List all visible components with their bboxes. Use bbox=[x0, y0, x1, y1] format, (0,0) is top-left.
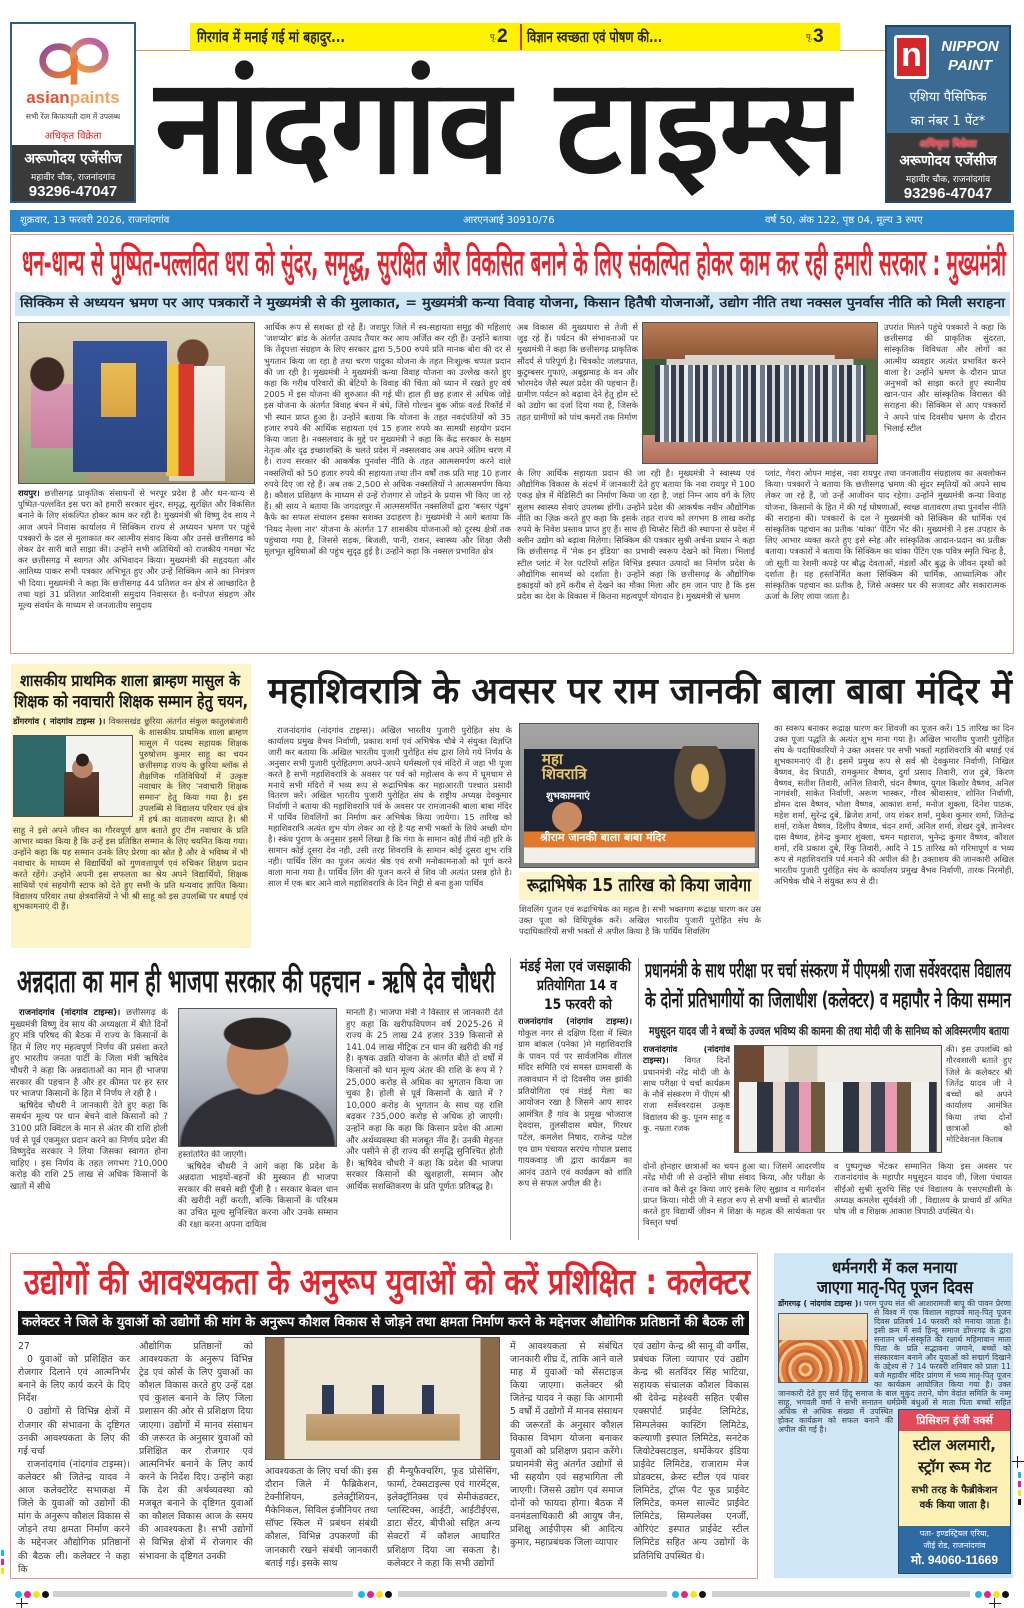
ad-contact-panel bbox=[899, 1526, 1010, 1573]
ad-tagline: एशिया पैसिफिक bbox=[909, 90, 987, 105]
ad-dealer-name: अरूणोदय एजेंसीज bbox=[24, 151, 122, 167]
teaser-page-ref-2[interactable] bbox=[806, 23, 824, 51]
headline-text: शासकीय प्राथमिक शाला ब्राम्हण मासुल के bbox=[20, 671, 240, 690]
edition-info: वर्ष 50, अंक 122, पृष्ठ 04, मूल्य 3 रुपए bbox=[765, 215, 923, 226]
annadata-portrait-photo bbox=[178, 1008, 337, 1147]
teaser-link-1[interactable] bbox=[197, 23, 345, 51]
byline: राजनांदगांव (नांदगांव टाइम्स)। bbox=[643, 1044, 730, 1066]
pariksha-headline-line-2[interactable] bbox=[645, 985, 1011, 1015]
byline: राजनांदगांव (नांदगांव टाइम्स)। bbox=[27, 1458, 130, 1470]
teaser-text: गिरगांव में मनाई गई मां बहादुर... bbox=[197, 28, 345, 46]
poster-greeting: शुभकामनाएं bbox=[546, 791, 590, 802]
ad-dealer-address: महावीर चौक, राजनांदगांव bbox=[30, 173, 116, 183]
headline-text: प्रधानमंत्री के साथ परीक्षा पर चर्चा संस्करण में पीएमश्री राजा सर्वेश्वरदास विद्यालय bbox=[645, 958, 1011, 982]
print-color-bar bbox=[53, 1591, 353, 1597]
poster-title bbox=[542, 752, 587, 782]
shivratri-headline[interactable] bbox=[268, 672, 1012, 712]
headline-text: महाशिवरात्रि के अवसर पर राम जानकी बाला बाबा मंदिर में bbox=[268, 671, 1012, 712]
headline-text: धर्मनगरी में कल मनाया bbox=[832, 1258, 957, 1277]
article-paragraph: आर्थिक रूप से सशक्त हो रहे हैं। जशपुर जिले में स्व-सहायता समूह की महिलाएं 'जशप्योर' ब्रांड के अंतर्गत उत्पाद तैयार कर आय अर्जित कर रही हैं। उन्होंने बताया कि तेंदूपत्ता संग्रहण के लिए सरकार द्वारा 5,500 रुपये प्रति मानक बोरा की दर से भुगतान किया जा रहा है तथा चरण पादुका योजना के तहत निःशुल्क चप्पल प्रदान की जा रही है। मुख्यमंत्री ने मुख्यमंत्री कन्या विवाह योजना का उल्लेख करते हुए कहा कि गरीब परिवारों की बेटियों के विवाह की चिंता को ध्यान में रखते हुए वर्ष 2005 में इस योजना की शुरुआत की गई थी। हाल ही छह हजार से अधिक जोड़े इस योजना के अंतर्गत विवाह बंधन में बंधे, जिसे गोल्डन बुक ऑफ़ वर्ल्ड रिकॉर्ड में भी स्थान प्राप्त हुआ है। उन्होंने बताया कि योजना के तहत नवदंपतियों को 35 हजार रुपये की आर्थिक सहायता एवं 15 हजार रुपये का सामग्री सहयोग प्रदान किया जाता है। नक्सलवाद के मुद्दे पर मुख्यमंत्री ने कहा कि केंद्र सरकार के सक्षम नेतृत्व और दृढ़ इच्छाशक्ति के चलते प्रदेश में नक्सलवाद अब अपने अंतिम चरण में है। राज्य सरकार की आकर्षक पुनर्वास नीति के तहत आत्मसमर्पण करने वाले नक्सलियों को 50 हजार रुपये की सहायता तथा तीन वर्षों तक प्रति माह 10 हजार रुपये दिए जा रहे हैं। अब तक 2,500 से अधिक नक्सलियों ने आत्मसमर्पण किया है। कौशल प्रशिक्षण के माध्यम से उन्हें रोजगार से जोड़ने के प्रयास भी किए जा रहे हैं। श्री साय ने बताया कि जगदलपुर में आत्मसमर्पित नक्सलियों द्वारा 'बस्तर पंडुम' कैफे का सफल संचालन इसका सशक्त उदाहरण है। मुख्यमंत्री ने आगे बताया कि 'नियद नेल्ला नार' योजना के अंतर्गत 17 शासकीय योजनाओं को दूरस्थ क्षेत्रों तक पहुंचाया गया है, जिससे सड़क, बिजली, पानी, राशन, स्वास्थ्य और शिक्षा जैसी मूलभूत सुविधाओं की पहुंच सुदृढ़ हुई है। उन्होंने कहा कि नक्सल प्रभावित क्षेत्र bbox=[264, 322, 511, 557]
collector-column-6 bbox=[633, 1340, 749, 1574]
ad-tagline: सभी रेंज किफायती दाम में उपलब्ध bbox=[25, 112, 121, 121]
ad-offer-line: सभी तरह के फैब्रीकेशन bbox=[911, 1485, 998, 1496]
crop-mark-icon bbox=[16, 1598, 28, 1608]
poster-portrait bbox=[552, 802, 582, 832]
lead-column-6 bbox=[765, 468, 1006, 650]
headline-text: उद्योगों की आवश्यकता के अनुरूप युवाओं को करें प्रशिक्षित : कलेक्टर bbox=[24, 1262, 750, 1303]
collector-column-3 bbox=[265, 1465, 378, 1574]
subheadline-text: कलेक्टर ने जिले के युवाओं को उद्योगों की मांग के अनुरूप कौशल विकास से जोड़ने तथा क्षमता निर्माण करने के मद्देनजर औद्योगिक प्रतिष्ठानों की बैठक ली bbox=[22, 1315, 744, 1330]
teaser-text: विज्ञान स्वच्छता एवं पोषण की... bbox=[527, 28, 662, 46]
pariksha-column-3 bbox=[643, 1161, 825, 1241]
paragraph-text: छत्तीसगढ़ के मुख्यमंत्री विष्णु देव साय की अध्यक्षता में बीते दिनों हुए मंत्रि परिषद की बैठक में राज्य के किसानों के हित में लिए गए महत्वपूर्ण निर्णय की प्रसंशा करते हुए भारतीय जनता पार्टी के जिला मंत्री ऋषिदेव चौधरी ने कहा कि अन्नदाताओं का मान ही भाजपा सरकार की पहचान है और हर कीमत पर हर स्तर पर भाजपा किसानों के हित में निर्णय ले रही है । bbox=[10, 1008, 168, 1100]
highlight-point: 0 युवाओं को प्रशिक्षित कर रोजगार दिलाने एवं आत्मनिर्भर बनाने के लिए कार्य करने के दिए निर्देश bbox=[18, 1354, 130, 1405]
shivratri-poster-photo bbox=[519, 723, 759, 868]
teacher-headline-line-1[interactable] bbox=[20, 670, 240, 691]
paragraph-text: कलेक्टर श्री जितेन्द्र यादव ने आज कलेक्टोरेट सभाकक्ष में जिले के युवाओं को उद्योगों की मांग के अनुरूप कौशल विकास से जोड़ने तथा क्षमता निर्माण करने के मद्देनजर औद्योगिक प्रतिष्ठानों की बैठक ली। कलेक्टर ने कहा कि bbox=[18, 1471, 130, 1574]
annadata-column-1 bbox=[10, 1008, 168, 1240]
rni-number: आरएनआई 30910/76 bbox=[463, 215, 555, 226]
headline-text: के दोनों प्रतिभागीयों का जिलाधीश (कलेक्टर) व महापौर ने किया सम्मान bbox=[645, 988, 1011, 1012]
article-paragraph bbox=[518, 1016, 632, 1190]
article-paragraph: का स्वरूप बनाकर रूद्राक्ष धारण कर शिवजी का पूजन करें। 15 तारिख का दिन उक्त पूजा पद्धति के अत्यंत शुभ माना गया है। अखिल भारतीय पुजारी पुरोहित संघ के पदाधिकारियों ने उक्त अवसर पर सभी भक्तों महाशिवरात्रि की बधाई एवं शुभकामनाएं दी है। इसमें प्रमुख रूप से सर्व श्री देवकुमार निर्वाणी, निखिल वैष्णव, वेद त्रिपाठी, रामकुमार वैष्णव, दुर्गा प्रसाद तिवारी, राज दुबे, किरण वैष्णव, सतीश तिवारी, अनिल तिवारी, चंदन वैष्णव, युगल किशोर वैष्णव, अनिल नागवंशी, साकेत निर्वाणी, अरूण भास्कर, गौरव श्रीवास्तव, शोनित निर्वाणी, डोमन दास वैष्णव, भोला वैष्णव, आकाश शर्मा, मनोज शुक्ला, दिनेश पाठक, महेश शर्मा, सुरेन्द्र दुबे, ब्रिजेश शर्मा, जय शंकर शर्मा, मुकेश कुमार शर्मा, जितेन्द्र शर्मा, राकेश वैष्णव, दिलीप वैष्णव, चंदन शर्मा, अनिल शर्मा, शेखर दुबे, ज्ञानेश्वर दास वैष्णव, हेमेन्द्र कुमार शुक्ला, चमन महाराज, भुनेन्द्र कुमार वैष्णव, कौशल शर्मा, रवि प्रकाश दुबे, रिंकु तिवारी, आदि ने 15 तारिख को गरिमापूर्ण व भव्य रूप से महाशिवरात्रि पर्व मनाने की अपील की है। उक्ताशय की जानकारी अखिल भारतीय पुजारी पुरोहित संघ के कार्यालय प्रमुख वैभव निर्वाणी, तारक निरमोही, अभिषेक चौबे ने संयुक्त रूप से दी। bbox=[774, 723, 1014, 886]
subheadline-text: मधुसूदन यादव जी ने बच्चों के उज्वल भविष्य की कामना की तथा मोदी जी के सानिध्य को अविस्मरणीय बताया bbox=[649, 1024, 1009, 1038]
ad-address: जीई रोड, राजनांदगांव bbox=[923, 1541, 986, 1550]
pariksha-headline-line-1[interactable] bbox=[645, 956, 1011, 984]
asian-paints-logo-icon bbox=[36, 29, 112, 87]
print-color-bar bbox=[398, 1591, 667, 1597]
collector-column-5 bbox=[510, 1340, 623, 1574]
article-paragraph bbox=[643, 1044, 730, 1134]
nippon-logo-icon: n bbox=[897, 38, 926, 76]
poster-title-b: शिवरात्रि bbox=[542, 765, 587, 783]
asian-paints-ad[interactable] bbox=[10, 22, 136, 203]
article-paragraph: में आवश्यकता से संबंधित जानकारी शीघ्र दें, ताकि आने वाले माह में युवाओं को सेंसटाइज किया जाएगा। कलेक्टर श्री जितेन्द्र यादव ने कहा कि आगामी 5 वर्षों में उद्योगों में मानव संसाधन की जरूरतों के अनुसार कौशल विकास विभाग योजना बनाकर युवाओं को प्रशिक्षण प्रदान करेंगे। प्रधानमंत्री सेतु अंतर्गत उद्योगों से भी सहयोग एवं सहभागिता ली जाएगी। जिससे उद्योग एवं समाज दोनों को फायदा होगा। बैठक में वनमंडलाधिकारी श्री आयुष जैन, प्रशिक्षु आईपीएस श्री आदित्य कुमार, महाप्रबंधक जिला व्यापार bbox=[510, 1341, 623, 1549]
dateline-bar bbox=[10, 210, 1014, 232]
lead-column-3 bbox=[517, 322, 638, 466]
shivratri-column-3 bbox=[774, 723, 1014, 948]
ad-offer-line: स्टील अलमारी, bbox=[913, 1436, 996, 1454]
print-color-bar bbox=[712, 1591, 970, 1597]
page-number: 2 bbox=[497, 26, 508, 47]
lead-photo-journalists-group bbox=[642, 322, 878, 464]
registration-dot-magenta bbox=[681, 1591, 688, 1598]
article-paragraph bbox=[268, 725, 512, 889]
ad-dealer-phone: 93296-47047 bbox=[28, 183, 118, 200]
pujan-crowd-photo bbox=[778, 1313, 868, 1383]
shivratri-column-1 bbox=[268, 725, 512, 948]
byline: राजनांदगांव (नांदगांव टाइम्स)। bbox=[19, 1008, 121, 1018]
issue-date: शुक्रवार, 13 फरवरी 2026, राजनांदगांव bbox=[20, 215, 170, 226]
teacher-article-body bbox=[13, 716, 248, 946]
precision-engg-ad[interactable] bbox=[893, 1409, 1011, 1574]
registration-dot-black bbox=[1002, 1591, 1009, 1598]
registration-dot-cyan bbox=[15, 1591, 22, 1598]
byline: रायपुर। bbox=[18, 488, 40, 498]
registration-dot-cyan bbox=[672, 1591, 679, 1598]
wordmark-asian: asian bbox=[26, 88, 70, 107]
headline-text: 15 फरवरी को bbox=[544, 997, 612, 1013]
lead-column-5 bbox=[517, 468, 755, 650]
registration-dot-cyan bbox=[358, 1591, 365, 1598]
lead-subheadline bbox=[20, 292, 1005, 316]
ad-offer-panel bbox=[899, 1431, 1010, 1526]
lead-column-1 bbox=[18, 488, 255, 650]
pariksha-felicitation-photo bbox=[734, 1045, 942, 1153]
collector-column-4 bbox=[387, 1465, 500, 1574]
byline: राजनांदगांव (नांदगांव टाइम्स)। bbox=[277, 725, 375, 735]
subheading-text: रूद्राभिषेक 15 तारिख को किया जावेगा bbox=[527, 875, 751, 896]
page-number: 3 bbox=[813, 26, 824, 47]
article-paragraph: उपरांत मिलने पहुंचे पत्रकारों ने कहा कि छत्तीसगढ़ की प्राकृतिक सुंदरता, सांस्कृतिक विविधता और लोगों का आत्मीय व्यवहार अत्यंत प्रभावित करने वाला है। उन्होंने भ्रमण के दौरान प्राप्त अनुभवों को साझा करते हुए स्थानीय खान-पान और सांस्कृतिक विरासत की सराहना की। सिक्किम से आए पत्रकारों ने अपने पांच दिवसीय भ्रमण के दौरान भिलाई स्टील bbox=[884, 322, 1006, 433]
poster-banner: श्रीराम जानकी बाला बाबा मंदिर bbox=[540, 831, 666, 844]
article-paragraph: आवश्यकता के लिए चर्चा की। इस दौरान जिले में फैब्रिकेशन, टेक्नीशियन, इलेक्ट्रीशियन, मैकेनिकल, सिविल इंजीनियर तथा सॉफ्ट स्किल में प्रबंधन संबंधी कौशल, विभिन्न उपकरणों की जानकारी रखने संबंधी जानकारी बताई गई। इसके साथ bbox=[265, 1466, 378, 1569]
byline: डोंगरगढ़ ( नांदगांव टाइम्स )। bbox=[778, 1299, 862, 1308]
newspaper-title bbox=[155, 50, 850, 205]
asian-paints-wordmark bbox=[12, 88, 134, 108]
column-divider bbox=[510, 958, 511, 1240]
byline: राजनांदगांव (नांदगांव टाइम्स)। bbox=[518, 1016, 632, 1026]
mandai-headline-line-1[interactable] bbox=[520, 958, 631, 977]
registration-dot-yellow bbox=[993, 1591, 1000, 1598]
subheadline-text: सिक्किम से अध्ययन भ्रमण पर आए पत्रकारों ने मुख्यमंत्री से की मुलाकात, = मुख्यमंत्री कन्या विवाह योजना, किसान हितैषी योजनाओं, उद्योग नीति तथा नक्सल पुनर्वास नीति को मिली सराहना bbox=[20, 296, 1005, 311]
lead-photo-cm-thangka bbox=[18, 322, 255, 484]
ad-dealer-label: अधिकृत विक्रेता bbox=[44, 131, 102, 142]
ad-phone: मो. 94060-11669 bbox=[910, 1553, 999, 1567]
byline: डोंगरगांव ( नांदगांव टाइम्स )। bbox=[13, 716, 106, 726]
annadata-column-3 bbox=[346, 1008, 503, 1240]
ad-offer-line: वर्क किया जाता है। bbox=[919, 1500, 990, 1511]
paragraph-text: गोकुल नगर से दक्षिण दिशा में स्थित ग्राम बांकल (पनेका )मे महाशिवरात्रि के पावन पर्व पर सार्वजनिक शीतल मंदिर समिति एवं समस्त ग्रामवासी के तत्वावधान में दो दिवसीय जस झांकी प्रतियोगिता एवं मंडई मेला का आयोजन रखा है जिसमे आप सादर आमंत्रित हैं गांव के प्रमुख भोजराज देवदास, तुलसीदास बघेल, गिरधर पटेल, कमलेश निषाद, राजेन्द्र पटेल एव ग्राम पंचायत सरपंच गोपाल प्रसाद गायकवाड़ जी द्वारा कार्यक्रम का आनंद उठाने एवं कार्यक्रम को शांति रूप से सफल अपील की है। bbox=[518, 1027, 632, 1189]
mandai-headline-line-2[interactable] bbox=[537, 977, 617, 996]
mandai-headline-line-3[interactable] bbox=[544, 996, 612, 1015]
headline-text: धन-धान्य से पुष्पित-पल्लवित धरा को सुंदर, समृद्ध, सुरक्षित और विकसित बनाने के लिए संकल्पित होकर काम कर रही हमारी सरकार : मुख्यमंत्री bbox=[22, 243, 1006, 284]
article-paragraph bbox=[18, 488, 255, 611]
mandai-article-body bbox=[518, 1016, 632, 1240]
page-marker: 27 bbox=[18, 1341, 30, 1352]
article-paragraph: प्लांट, गेवरा ओपन माइंस, नवा रायपुर तथा जनजातीय संग्रहालय का अवलोकन किया। पत्रकारों ने बताया कि छत्तीसगढ़ भ्रमण की सुंदर स्मृतियों को अपने साथ लेकर जा रहे हैं, जो उन्हें आजीवन याद रहेगा। उन्होंने मुख्यमंत्री कन्या विवाह योजना, किसानों के हित में की गई घोषणाओं, स्वच्छ वातावरण तथा पुनर्वास नीति की सराहना की। पत्रकारों के दल ने मुख्यमंत्री को सिक्किम की धार्मिक एवं सांस्कृतिक पहचान का प्रतीक 'थांका' पेंटिंग भेंट की। मुख्यमंत्री ने इस उपहार के लिए आभार व्यक्त करते हुए इसे स्नेह और सांस्कृतिक आदान-प्रदान का प्रतीक बताया। पत्रकारों ने बताया कि सिक्किम का थांका पेंटिंग एक पवित्र स्मृति चिन्ह है, जो सूती या रेशमी कपड़े पर बौद्ध देवताओं, मंडलों और बुद्ध के जीवन दृश्यों को दर्शाता है। यह हस्तनिर्मित कला सिक्किम की धार्मिक, आध्यात्मिक और सांस्कृतिक पहचान का प्रतीक है, जिसे अक्सर घर की सजावट और सकारात्मक ऊर्जा के लिए लाया जाता है। bbox=[765, 468, 1006, 602]
article-paragraph: ऋषिदेव चौधरी ने आगे कहा कि प्रदेश के अन्नदाता भाइयों-बहनों की मुस्कान ही भाजपा सरकार की सबसे बड़ी पूँजी है । सरकार केवल धान की खरीदी नहीं करती, बल्कि किसानों के परिश्रम का उचित मूल्य सुनिश्चित करना और उनके सम्मान की रक्षा करना अपना दायित्व bbox=[178, 1161, 338, 1230]
teacher-headline-line-2[interactable] bbox=[14, 691, 248, 713]
pariksha-column-2 bbox=[946, 1044, 1012, 1160]
article-paragraph bbox=[18, 1458, 130, 1574]
registration-dot-yellow bbox=[33, 1591, 40, 1598]
article-paragraph: के लिए आर्थिक सहायता प्रदान की जा रही है। मुख्यमंत्री ने स्वास्थ्य एवं औद्योगिक विकास के संदर्भ में जानकारी देते हुए बताया कि नवा रायपुर में 100 एकड़ क्षेत्र में मेडिसिटी का निर्माण किया जा रहा है, जहां निम्न आय वर्ग के लिए सुलभ स्वास्थ्य सेवाएं उपलब्ध होंगी। उन्होंने प्रदेश की आकर्षक नवीन औद्योगिक नीति का ज़िक्र करते हुए कहा कि इसके तहत राज्य को लगभग 8 लाख करोड़ रुपये के निवेश प्रस्ताव प्राप्त हुए हैं। साथ ही चिप्सेट सिटी की स्थापना से प्रदेश में क्लीन उद्योग को बढ़ावा मिलेगा। सिक्किम की पत्रकार सुश्री अर्चना प्रधान ने कहा कि छत्तीसगढ़ में 'मेक इन इंडिया' का प्रभावी स्वरूप देखने को मिला। भिलाई स्टील प्लांट में रेल पटरियों सहित विभिन्न इस्पात उत्पादों का निर्माण प्रदेश के औद्योगिक सामर्थ्य को दर्शाता है। उन्होंने कहा कि छत्तीसगढ़ के औद्योगिक इकाइयों को हमें करीब से देखने का मौका मिला और हम जान पाए है कि इस प्रदेश का देश के विकास में कितना महत्वपूर्ण योगदान है। मुख्यमंत्री से भ्रमण bbox=[517, 468, 755, 602]
collector-column-1 bbox=[18, 1340, 130, 1574]
annadata-column-2 bbox=[178, 1150, 338, 1240]
article-paragraph: शिवलिंग पूजन एवं रूद्राभिषेक का महत्व है। सभी भक्तगण रूद्राक्ष धारण कर उस उक्त पूजा को विधिपूर्वक करें। अखिल भारतीय पुजारी पुरोहित संघ के पदाधिकारियों सभी भक्तों से अपील किया है कि पार्थिव शिवलिंग bbox=[519, 904, 761, 936]
article-paragraph: औद्योगिक प्रतिष्ठानों को आवश्यकता के अनुरूप विभिन्न ट्रेड एवं कोर्स के लिए युवाओं का कौशल विकास करते हुए उन्हें दक्ष एवं कुशल बनाने के लिए जिला प्रशासन की ओर से प्रशिक्षण दिया जाएगा। उद्योगों में मानव संसाधन की जरूरत के अनुसार युवाओं को प्रशिक्षित कर रोजगार एवं आत्मनिर्भर बनाने के लिए कार्य करने के निर्देश दिए। उन्होंने कहा कि देश की अर्थव्यवस्था को मजबूत बनाने के दृष्टिगत युवाओं का कौशल विकास आज के समय की आवश्यकता है। सभी उद्योगों से विभिन्न क्षेत्रों में रोजगार की संभावना के दृष्टिगत उनकी bbox=[139, 1341, 253, 1562]
article-paragraph bbox=[10, 1008, 168, 1101]
ad-company-name: प्रिसिशन इंजी वर्क्स bbox=[899, 1410, 1010, 1431]
paragraph-text: परम पूज्य संत श्री आशारामजी बापू की पावन प्रेरणा से विश्व में एक विशाल महापर्व मातृ-पितृ पूजन दिवस प्रतिवर्ष 14 फरवरी को मनाया जाता है। इसी क्रम में सर्व हिन्दू समाज डोंगरगढ़ के द्वारा सनातन धर्म-संस्कृति की रक्षार्थ महिमावान माता पिता के प्रति सद्भावना जगाने, बच्चों को संस्कारवान बनाने और युवाओं को सद्मार्ग दिखाने के उद्देश्य से ? 14 फरवरी शनिवार को प्रातः 11 बजे महावीर मंदिर प्रांगण में भव्य मातृ-पितृ पूजन का कार्यक्रम आयोजित किया गया है। उक्त जानकारी देते हुए सर्व हिंदू समाज के बाल मुकुंद तराने, योग वेदांत समिति के नम्मू साहू, भगवती वर्मा ने सभी सनातन धर्मप्रेमी बंधुओं से माता पिता बच्चों सहित अधिक से अधिक संख्या में उपस्थित होकर कार्यक्रम को सफल बनाने की अपील की गई है। bbox=[778, 1299, 1011, 1434]
crop-mark-icon bbox=[989, 1598, 1001, 1608]
headline-text: प्रतियोगिता 14 व bbox=[537, 978, 617, 994]
ad-dealer-phone: 93296-47047 bbox=[903, 185, 993, 202]
article-paragraph: मानती है। भाजपा मंत्री ने विस्तार से जानकारी देते हुए कहा कि खरीफविपणन वर्ष 2025-26 में राज्य के 25 लाख 24 हजार 339 किसानों से 141.04 लाख मीट्रिक टन धान की खरीदी की गई है। कृषक उन्नति योजना के अंतर्गत बीते दो वर्षों में किसानों को धान मूल्य अंतर की राशि के रूप में ?25,000 करोड़ से अधिक का भुगतान किया जा चुका है। होली से पूर्व किसानों के खाते में ?10,000 करोड़ के भुगतान के साथ यह राशि बढ़कर ?35,000 करोड़ से अधिक हो जाएगी। उन्होंने कहा कि कहा कि किसान प्रदेश की आत्मा और अर्थव्यवस्था की मजबूत नींव हैं। उनकी मेहनत और पसीने से ही राज्य की समृद्धि सुनिश्चित होती है। ऋषिदेव चौधरी ने कहा कि प्रदेश की भाजपा सरकार किसानों की खुशहाली, सम्मान और आर्थिक सशक्तिकरण के प्रति पूर्णतः प्रतिबद्ध है। bbox=[346, 1008, 503, 1192]
article-paragraph: दोनों होनहार छात्राओं का चयन हुआ था। जिसमें आदरणीय नरेंद्र मोदी जी से उन्होंने सीधा संवाद किया, और परीक्षा के तनाव को कैसे दूर किया जाएं इसके लिए सुझाव व मार्गदर्शन प्राप्त किया। मोदी जी ने सहज रूप से सभी बच्चों से बातचीत करते हुए विद्यार्थी जीवन मे शिक्षा के महत्व की सार्थकता पर विस्तृत चर्चा bbox=[643, 1161, 825, 1228]
page-prefix: पृ. bbox=[490, 32, 498, 42]
nippon-wordmark bbox=[933, 37, 1007, 75]
wordmark-paints: paints bbox=[69, 88, 120, 107]
ad-address: पता- इण्डस्ट्रियल एरिया, bbox=[919, 1529, 990, 1538]
ad-dealer-address: महावीर चौक, राजनांदगांव bbox=[905, 175, 991, 185]
pariksha-column-1 bbox=[643, 1044, 730, 1160]
nippon-logo bbox=[894, 35, 929, 79]
registration-dot-magenta bbox=[984, 1591, 991, 1598]
headline-text: शिक्षक को नवाचारी शिक्षक सम्मान हेतु चयन, bbox=[14, 692, 248, 712]
registration-dot-black bbox=[385, 1591, 392, 1598]
registration-dot-magenta bbox=[24, 1591, 31, 1598]
registration-tick bbox=[1, 1550, 4, 1556]
article-paragraph: एवं उद्योग केन्द्र श्री सानू वी वर्गीस, प्रबंधक जिला व्यापार एवं उद्योग केन्द्र श्री सतविंदर सिंह भाटिया, सहायक संचालक कौशल विकास श्री देवेन्द्र महेश्वरी सहित एबीस एक्सपोर्ट प्राईवेट लिमिटेड, सिम्पलेक्स कास्टिंग लिमिटेड, कल्याणी इस्पात लिमिटेड, सनटेक जियोटेक्सटाइल, थर्मोकेयर इंडिया प्राईवेट लिमिटेड, राजाराम मेज प्रोडक्टस, क्रेस्ट स्टील एवं पावर लिमिटेड, ट्रॉप्स पैट फूड प्राईवेट लिमिटेड, कमल साल्वेंट प्राईवेट लिमिटेड, सिम्पलेक्स एनर्जी, ओरिएंट इस्पात प्राईवेट स्टील लिमिटेड सहित अन्य उद्योगों के प्रतिनिधि उपस्थित थे। bbox=[633, 1341, 749, 1562]
collector-subheadline bbox=[22, 1311, 744, 1335]
collector-headline[interactable] bbox=[24, 1261, 750, 1305]
article-paragraph: व पुष्पगुच्छ भेंटकर सम्मानित किया इस अवसर पर राजनांदगांव के महापौर मधुसूदन यादव जी, जिला पंचायत सीईओ सुश्री सुरुचि सिंह एवं विद्यालय के एसएमडीसी के अध्यक्ष कमलेश सूर्यवंशी जी , विद्यालय के प्राचार्य डॉ अमित घोष जी व शिक्षक आकाश त्रिपाठी उपस्थित थे। bbox=[834, 1161, 1012, 1217]
teaser-link-2[interactable] bbox=[527, 23, 662, 51]
registration-dot-yellow bbox=[690, 1591, 697, 1598]
article-paragraph: अब विकास की मुख्यधारा से तेजी से जुड़ रहे हैं। पर्यटन की संभावनाओं पर मुख्यमंत्री ने कहा कि छत्तीसगढ़ प्राकृतिक सौंदर्य से परिपूर्ण है। चित्रकोट जलप्रपात, कुटुम्बसर गुफाएं, अबूझमाड़ के वन और भोरमदेव जैसे स्थल प्रदेश की पहचान हैं। ग्रामीण पर्यटन को बढ़ावा देने हेतु होम स्टे को उद्योग का दर्जा दिया गया है, जिसके तहत ग्रामीणों को पांच कमरों तक निर्माण bbox=[517, 322, 638, 422]
logo-loop-p bbox=[73, 41, 105, 70]
registration-tick bbox=[1, 1568, 4, 1574]
ad-frame bbox=[898, 1409, 1011, 1574]
headline-text: अन्नदाता का मान ही भाजपा सरकार की पहचान - ऋषि देव चौधरी bbox=[17, 962, 495, 1000]
ad-dealer-label: अधिकृत विक्रेता bbox=[919, 139, 977, 150]
title-text: नांदगांव टाइम्स bbox=[155, 50, 850, 204]
paragraph-text: विकासखंड छुरिया अंतर्गत संकुल कातुलबंजारी के शासकीय प्राथमिक शाला ब्राम्हण मासुल में पदस्थ सहायक शिक्षक पुरुषोत्तम कुमार साहू का चयन छत्तीसगढ़ राज्य के छुरिया ब्लॉक से शैक्षणिक गतिविधियों में उत्कृष्ट नवाचार के लिए 'नवाचारी शिक्षक सम्मान' हेतु किया गया है। इस उपलब्धि से विद्यालय परिवार एवं क्षेत्र में हर्ष का वातावरण व्याप्त है। श्री साहू ने इसे अपने जीवन का गौरवपूर्ण क्षण बताते हुए टीम नवाचार के प्रति आभार व्यक्त किया है कि उन्हें इस प्रतिष्ठित सम्मान के लिए चयनित किया गया। उन्होंने कहा कि यह सम्मान उनके लिए प्रेरणा का स्रोत है और वे भविष्य में भी नवाचार के माध्यम से विद्यार्थियों को गुणवत्तापूर्ण एवं रुचिकर शिक्षण प्रदान करते रहेंगे। उन्होंने अपनी इस सफलता का श्रेय अपने विद्यार्थियों, शिक्षक साथियों एवं सहयोगी स्टाफ को देते हुए सभी के प्रति धन्यवाद ज्ञापित किया। विद्यालय परिवार तथा क्षेत्रवासियों ने भी श्री साहू को इस उपलब्धि पर बधाई एवं शुभकामनाएं दी हैं। bbox=[13, 716, 248, 912]
pariksha-subheadline bbox=[649, 1023, 1009, 1040]
crop-mark-icon bbox=[1012, 1456, 1024, 1468]
registration-tick bbox=[1018, 1499, 1021, 1505]
teaser-page-ref-1[interactable] bbox=[490, 23, 508, 51]
article-paragraph: ही मैन्युफैक्चरिंग, फूड प्रोसेसिंग, फार्मा, टेक्सटाइल्स एवं गारमेंट्स, इलेक्ट्रॉनिक्स एवं सेमीकंडक्टर, प्लास्टिक्स, आईटी, आईटीईएस, डाटा सेंटर, बीपीओ सहित अन्य सेक्टरों में कौशल आधारित प्रशिक्षण दिया जा सकता है। कलेक्टर ने कहा कि सभी उद्योगों bbox=[387, 1466, 500, 1569]
pujan-headline-line-1[interactable] bbox=[832, 1257, 957, 1278]
annadata-headline[interactable] bbox=[17, 962, 495, 1000]
ad-dealer-panel bbox=[887, 133, 1009, 201]
paragraph-text: विगत दिनों प्रधानमंत्री नरेंद्र मोदी जी के साथ परीक्षा पे चर्चा कार्यक्रम के नौवें संस्करण में पीएम श्री राजा सर्वेश्वरदास उत्कृष्ट विद्यालय की कु. पूनम साहू व कु. नम्रता रजक bbox=[643, 1055, 730, 1134]
teaser-divider bbox=[520, 24, 522, 50]
pariksha-column-4 bbox=[834, 1161, 1012, 1241]
registration-dot-magenta bbox=[367, 1591, 374, 1598]
lead-column-4 bbox=[884, 322, 1006, 466]
shivratri-column-2 bbox=[519, 904, 761, 948]
poster-shivling-graphic bbox=[670, 746, 730, 826]
headline-text: मंडई मेला एवं जसझाकी bbox=[520, 959, 631, 975]
column-divider bbox=[638, 958, 639, 1240]
collector-meeting-photo bbox=[265, 1337, 500, 1460]
collector-column-2 bbox=[139, 1340, 253, 1574]
registration-tick bbox=[1018, 1472, 1021, 1478]
poster-title-a: महा bbox=[542, 750, 563, 768]
nippon-paint-ad[interactable] bbox=[885, 25, 1011, 203]
article-paragraph: हस्तांतरित की जाएगी। bbox=[178, 1150, 247, 1160]
registration-tick bbox=[1, 1559, 4, 1565]
registration-dot-yellow bbox=[376, 1591, 383, 1598]
registration-tick bbox=[1018, 1490, 1021, 1496]
registration-tick bbox=[1018, 1481, 1021, 1487]
highlight-point: 0 उद्योगों से विभिन्न क्षेत्रों में रोजगार की संभावना के दृष्टिगत उनकी आवश्यकता के लिए की गई चर्चा bbox=[18, 1406, 130, 1457]
ad-dealer-panel bbox=[12, 145, 134, 201]
wordmark-line: NIPPON bbox=[941, 38, 999, 55]
registration-dot-black bbox=[42, 1591, 49, 1598]
paragraph-text: छत्तीसगढ़ प्राकृतिक संसाधनों से भरपूर प्रदेश है और धन-धान्य से पुष्पित-पल्लवित इस धरा को हमारी सरकार सुंदर, समृद्ध, सुरक्षित और विकसित बनाने के लिए संकल्पित होकर काम कर रही है। मुख्यमंत्री श्री विष्णु देव साय ने आज अपने निवास कार्यालय में सिक्किम राज्य से अध्ययन भ्रमण पर पहुंचे पत्रकारों के दल से मुलाकात कर आत्मीय संवाद किया और उनसे छत्तीसगढ़ को लेकर ढेर सारी बातें साझा की। उन्होंने सभी अतिथियों को राजकीय गमछा भेंट कर छत्तीसगढ़ में स्वागत और अभिवादन किया। मुख्यमंत्री की सहृदयता और आतिथ्य पाकर सभी पत्रकार अभिभूत हुए और उन्हें सिक्किम आने का निमंत्रण भी दिया। मुख्यमंत्री ने कहा कि छत्तीसगढ़ 44 प्रतिशत वन क्षेत्र से आच्छादित है तथा यहां 31 प्रतिशत आदिवासी समुदाय निवासरत है। वनोपज संग्रहण और मूल्य संवर्धन के माध्यम से जनजातीय समुदाय bbox=[18, 488, 255, 611]
article-paragraph: ऋषिदेव चौधरी ने जानकारी देते हुए कहा कि समर्थन मूल्य पर धान बेचने वाले किसानों को ?3100 प्रति क्विंटल के मान से अंतर की राशि होली पर्व से पूर्व एकमुश्त प्रदान करने का निर्णय प्रदेश की विष्णुदेव सरकार ने लिया जिसका स्वागत होना चाहिए । इस निर्णय के तहत लगभग ?10,000 करोड़ की राशि 25 लाख से अधिक किसानों के खातों में सीधे bbox=[10, 1100, 168, 1192]
pujan-article-body bbox=[778, 1299, 1011, 1576]
page-prefix: पृ. bbox=[806, 32, 814, 42]
teacher-photo bbox=[13, 735, 133, 817]
pujan-headline-line-2[interactable] bbox=[817, 1277, 973, 1299]
logo-loop-a bbox=[43, 47, 75, 76]
registration-dot-cyan bbox=[975, 1591, 982, 1598]
article-paragraph: की। इस उपलब्धि को गौरवशाली बताते हुए जिले के कलेक्टर श्री जितेंद्र यादव जी ने बच्चों को अपने कार्यालय आमंत्रित किया तथा दोनों छात्राओं को मोटिवेशनल किताब bbox=[946, 1044, 1012, 1145]
lead-column-2 bbox=[264, 322, 511, 650]
ad-tagline: का नंबर 1 पेंट* bbox=[910, 114, 986, 129]
ad-offer-line: स्ट्रॉग रूम गेट bbox=[918, 1458, 991, 1476]
registration-dot-black bbox=[699, 1591, 706, 1598]
paragraph-text: अखिल भारतीय पुजारी पुरोहित संघ के कार्यालय प्रमुख वैभव निर्वाणी, प्रकाश शर्मा एवं अभिषेक चौबे ने संयुक्त विज्ञप्ति जारी कर बताया कि अखिल भारतीय पुजारी पुरोहित संघ द्वारा लिये गये निर्णय के अनुसार सभी पुजारी पुरोहितगण अपने-अपने धर्मस्थलों एवं मंदिरों में जहा भी पूजा करते है सभी महाशिवरात्रि के अवसर पर पर्व को महोत्सव के रूप में धूमधाम से मनाये सभी मंदिरों में भव्य रूप से रूद्राभिषेक कर महाआरती पश्चात प्रसादी वितरण करें। अखिल भारतीय पुजारी पुरोहित संघ के राष्ट्रीय अध्यक्ष देवकुमार निर्वाणी ने बताया की महाशिवरात्रि पर्व के अवसर पर रामजानकी बाला बाबा मंदिर में पार्थिव शिवलिंगों का निर्माण कर अभिषेक किया जायेगा। 15 तारिख को महाशिवरात्रि अत्यंत शुभ योग लेकर आ रहे है यह सभी भक्तों के लिये अच्छी योग है। स्कंध पुराण के अनुसार इसमें लिखा है कि गंगा के सामान कोई तीर्थ नही हरि के सामान कोई दूसरा देव नही, उसी तरह शिवरात्रि के सामान कोई दूसरा शुभ रात्रि नही। पार्थिव लिंग का पूजन अत्यंत श्रेष्ठ एवं सभी मनोकामनाओं को पूर्ण करने वाला माना गया है। पार्थिव लिंग की पूजन करने से शिव जी अत्यंत प्रसन्न होते है। साल में एक बार आने वाले महाशिवरात्रि के दिन मिट्टी से बना हुआ पार्थिव bbox=[268, 725, 512, 888]
lead-headline[interactable] bbox=[22, 240, 1006, 288]
headline-text: जाएगा मातृ-पितृ पूजन दिवस bbox=[817, 1278, 973, 1298]
wordmark-line: PAINT bbox=[948, 57, 992, 74]
ad-dealer-name: अरूणोदय एजेंसीज bbox=[899, 153, 997, 169]
shivratri-subheading bbox=[527, 872, 751, 900]
